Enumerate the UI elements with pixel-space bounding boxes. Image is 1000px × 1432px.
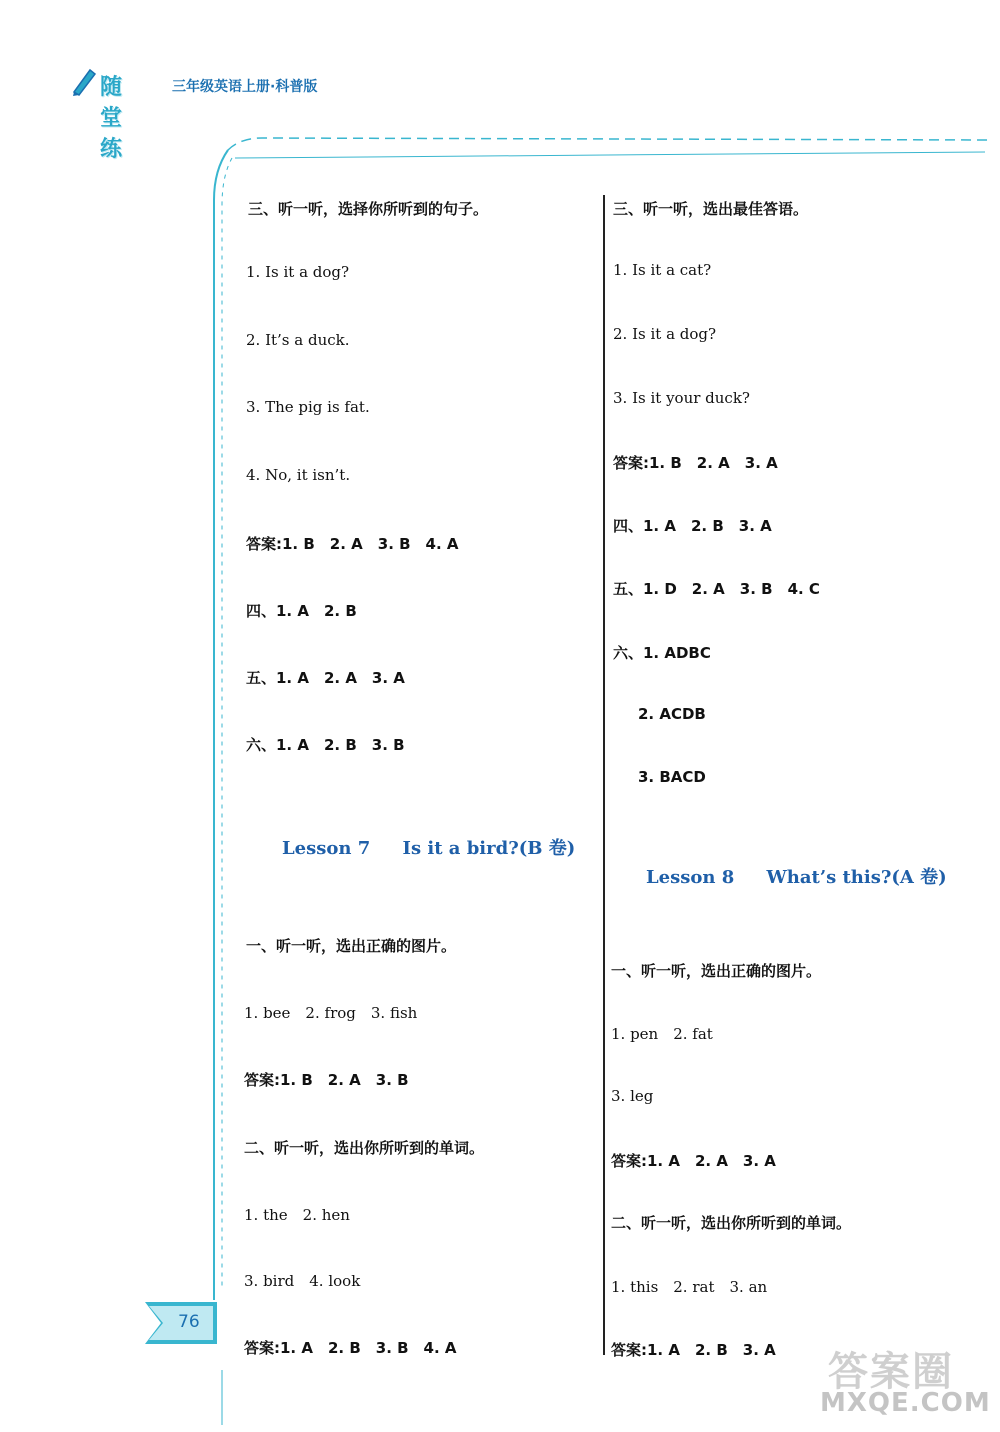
lesson7-heading <box>282 834 575 860</box>
left-section3-title: 三、听一听，选择你所听到的句子。 <box>248 200 489 218</box>
right-section6-item: 2. ACDB <box>638 705 706 723</box>
lesson7-number: Lesson 7 <box>282 838 371 859</box>
l7-section2-item: 1. the 2. hen <box>244 1206 350 1224</box>
brand-title: 随堂练 <box>100 75 124 162</box>
left-section3-item: 1. Is it a dog? <box>246 263 350 281</box>
l8-section1-item: 1. pen 2. fat <box>611 1025 713 1043</box>
lesson7-title: Is it a bird?(B 卷) <box>402 838 576 859</box>
right-section3-item: 2. Is it a dog? <box>613 325 717 343</box>
l7-section2-answer: 答案:1. A 2. B 3. B 4. A <box>244 1339 457 1357</box>
pencil-icon <box>70 66 98 96</box>
l7-section1-items: 1. bee 2. frog 3. fish <box>244 1004 418 1022</box>
watermark-logo <box>820 1340 995 1425</box>
right-section3-title: 三、听一听，选出最佳答语。 <box>613 200 809 218</box>
l8-section2-answer: 答案:1. A 2. B 3. A <box>611 1341 776 1359</box>
watermark-cn: 答案圈 <box>828 1349 954 1395</box>
right-section3-answer: 答案:1. B 2. A 3. A <box>613 454 778 472</box>
page-number: 76 <box>178 1312 200 1332</box>
left-section5-answer: 五、1. A 2. A 3. A <box>246 669 405 687</box>
l8-section1-title: 一、听一听，选出正确的图片。 <box>611 962 822 980</box>
lesson8-number: Lesson 8 <box>646 867 735 888</box>
right-section6-item: 3. BACD <box>638 768 706 786</box>
left-section3-answer: 答案:1. B 2. A 3. B 4. A <box>246 535 459 553</box>
l7-section2-title: 二、听一听，选出你所听到的单词。 <box>244 1139 485 1157</box>
right-section5-answer: 五、1. D 2. A 3. B 4. C <box>613 580 820 598</box>
l8-section1-answer: 答案:1. A 2. A 3. A <box>611 1152 776 1170</box>
left-section6-answer: 六、1. A 2. B 3. B <box>246 736 405 754</box>
lesson8-title: What’s this?(A 卷) <box>766 867 947 888</box>
l7-section1-answer: 答案:1. B 2. A 3. B <box>244 1071 409 1089</box>
right-section3-item: 3. Is it your duck? <box>613 389 750 407</box>
l7-section1-title: 一、听一听，选出正确的图片。 <box>246 937 457 955</box>
left-section3-item: 2. It’s a duck. <box>246 331 350 349</box>
left-section4-answer: 四、1. A 2. B <box>246 602 357 620</box>
left-section3-item: 3. The pig is fat. <box>246 398 370 416</box>
right-section6-item: 六、1. ADBC <box>613 644 711 662</box>
l8-section2-items: 1. this 2. rat 3. an <box>611 1278 768 1296</box>
l8-section1-item: 3. leg <box>611 1087 654 1105</box>
column-divider <box>603 195 605 1355</box>
watermark-en: MXQE.COM <box>820 1388 991 1418</box>
right-section4-answer: 四、1. A 2. B 3. A <box>613 517 772 535</box>
l7-section2-item: 3. bird 4. look <box>244 1272 361 1290</box>
lesson8-heading <box>646 863 947 889</box>
right-section3-item: 1. Is it a cat? <box>613 261 712 279</box>
book-subtitle: 三年级英语上册·科普版 <box>172 79 318 95</box>
l8-section2-title: 二、听一听，选出你所听到的单词。 <box>611 1214 852 1232</box>
left-section3-item: 4. No, it isn’t. <box>246 466 351 484</box>
